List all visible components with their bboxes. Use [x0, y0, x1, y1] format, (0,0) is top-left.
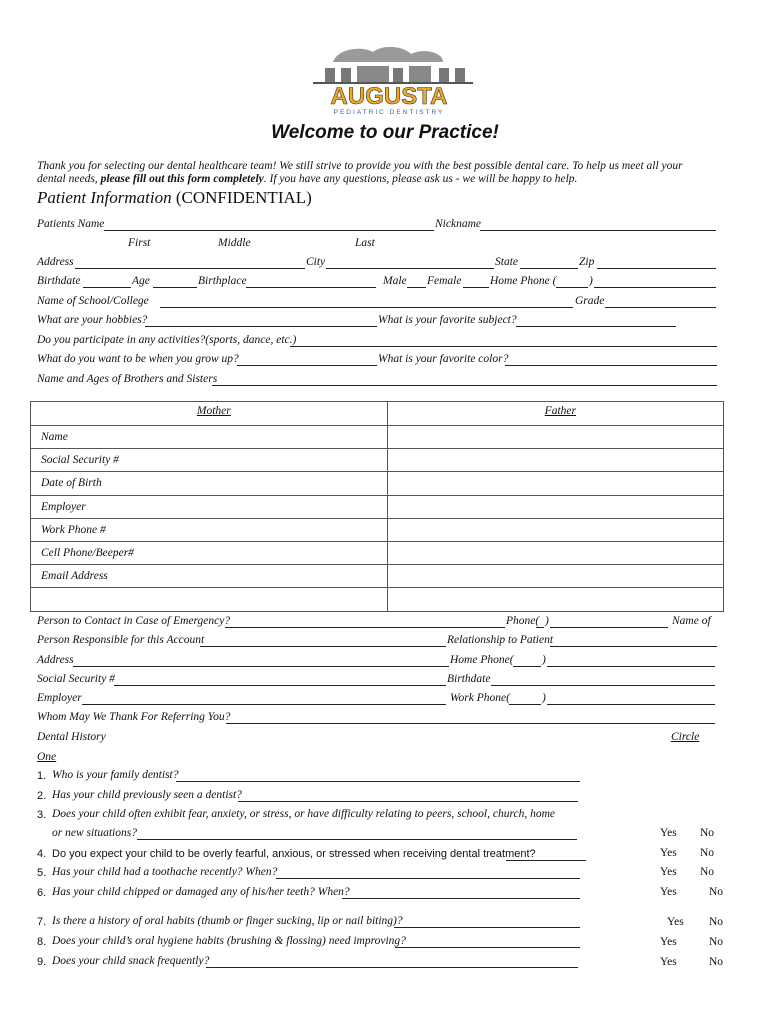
- contact-birthdate-field[interactable]: [491, 685, 715, 686]
- yes-option[interactable]: Yes: [660, 886, 677, 898]
- row-label-ssn[interactable]: Social Security #: [31, 449, 388, 472]
- grow-up-field[interactable]: [237, 365, 377, 366]
- father-cell[interactable]: [387, 495, 723, 518]
- parents-table: [30, 401, 724, 612]
- question-number: 7.: [37, 916, 47, 928]
- contact-address-label: Address: [37, 654, 74, 666]
- no-option[interactable]: No: [700, 866, 715, 878]
- emergency-field[interactable]: [225, 627, 505, 628]
- question-text: Do you expect your child to be overly fearful, anxious, or stressed when receiving dental treatment?: [52, 848, 536, 860]
- row-label-work-phone[interactable]: Work Phone #: [31, 518, 388, 541]
- contact-birthdate-label: Birthdate: [447, 673, 491, 685]
- no-option[interactable]: No: [709, 936, 724, 948]
- intro-line-2b: . If you have any questions, please ask us - we will be happy to help.: [263, 173, 578, 185]
- female-label: Female: [427, 275, 462, 287]
- grow-up-label: What do you want to be when you grow up?: [37, 353, 239, 365]
- intro-text: [37, 160, 737, 186]
- middle-name-hint: Middle: [218, 237, 251, 249]
- chipped-teeth-field[interactable]: [342, 898, 580, 899]
- address-label: Address: [37, 256, 74, 268]
- question-text: Has your child previously seen a dentist?: [52, 789, 242, 801]
- circle-label: Circle: [671, 731, 700, 743]
- hygiene-field[interactable]: [395, 947, 580, 948]
- question-number: 8.: [37, 936, 47, 948]
- mother-header: Mother: [31, 402, 388, 426]
- home-phone-area-field[interactable]: [556, 287, 588, 288]
- one-label: One: [37, 751, 57, 763]
- work-phone-area[interactable]: [509, 704, 541, 705]
- yes-option[interactable]: Yes: [667, 916, 684, 928]
- home-phone-label: Home Phone (: [490, 275, 557, 287]
- intro-line-2a: dental needs,: [37, 173, 101, 185]
- age-field[interactable]: [153, 287, 197, 288]
- emergency-phone-paren: ): [545, 615, 549, 627]
- hobbies-label: What are your hobbies?: [37, 314, 148, 326]
- section-subtitle: (CONFIDENTIAL): [175, 188, 312, 207]
- oral-habits-field[interactable]: [394, 927, 580, 928]
- father-cell[interactable]: [387, 426, 723, 449]
- last-name-hint: Last: [355, 237, 375, 249]
- birthdate-label: Birthdate: [37, 275, 81, 287]
- table-row: [31, 541, 724, 564]
- row-label-employer[interactable]: Employer: [31, 495, 388, 518]
- state-label: State: [495, 256, 518, 268]
- parents-table-header: [31, 402, 724, 426]
- siblings-field[interactable]: [212, 385, 717, 386]
- question-text: Has your child chipped or damaged any of his/her teeth? When?: [52, 886, 350, 898]
- table-row: [31, 472, 724, 495]
- fav-color-field[interactable]: [505, 365, 717, 366]
- nickname-field[interactable]: [480, 230, 716, 231]
- fear-anxiety-field[interactable]: [137, 839, 577, 840]
- father-cell[interactable]: [387, 565, 723, 588]
- birthdate-field[interactable]: [83, 287, 131, 288]
- yes-option[interactable]: Yes: [660, 936, 677, 948]
- referral-field[interactable]: [226, 723, 715, 724]
- question-text: Does your child’s oral hygiene habits (brushing & flossing) need improving?: [52, 935, 406, 947]
- row-label-email[interactable]: Email Address: [31, 565, 388, 588]
- no-option[interactable]: No: [709, 916, 724, 928]
- question-text-cont: or new situations?: [52, 827, 137, 839]
- logo-graphic: [293, 40, 485, 116]
- birthplace-label: Birthplace: [198, 275, 247, 287]
- snack-field[interactable]: [206, 967, 578, 968]
- grade-label: Grade: [575, 295, 605, 307]
- previous-dentist-field[interactable]: [238, 801, 578, 802]
- yes-option[interactable]: Yes: [660, 956, 677, 968]
- age-label: Age: [132, 275, 150, 287]
- fav-subject-label: What is your favorite subject?: [378, 314, 517, 326]
- blank-cell[interactable]: [31, 588, 388, 611]
- question-text: Has your child had a toothache recently? When?: [52, 866, 278, 878]
- relationship-field[interactable]: [550, 646, 717, 647]
- hobbies-field[interactable]: [145, 326, 377, 327]
- activities-field[interactable]: [290, 346, 717, 347]
- name-of-label: Name of: [672, 615, 711, 627]
- father-cell[interactable]: [387, 518, 723, 541]
- question-number: 9.: [37, 956, 47, 968]
- table-row: [31, 426, 724, 449]
- ssn-field[interactable]: [114, 685, 446, 686]
- contact-address-field[interactable]: [73, 666, 449, 667]
- logo-wordmark: AUGUSTA: [330, 83, 448, 110]
- responsible-label: Person Responsible for this Account: [37, 634, 205, 646]
- no-option[interactable]: No: [700, 847, 715, 859]
- responsible-field[interactable]: [200, 646, 446, 647]
- question-number: 4.: [37, 848, 47, 860]
- question-number: 6.: [37, 887, 47, 899]
- intro-line-1: Thank you for selecting our dental healthcare team! We still strive to provide you with the best possible dental care. To help us meet all your: [37, 160, 683, 172]
- zip-label: Zip: [579, 256, 595, 268]
- father-header: Father: [387, 402, 723, 426]
- yes-option[interactable]: Yes: [660, 827, 677, 839]
- female-checkbox[interactable]: [463, 287, 489, 288]
- question-number: 1.: [37, 770, 47, 782]
- dental-history-title: Dental History: [37, 731, 106, 743]
- work-phone-field[interactable]: [547, 704, 715, 705]
- section-heading: [37, 188, 312, 208]
- father-cell[interactable]: [387, 472, 723, 495]
- employer-field[interactable]: [82, 704, 446, 705]
- row-label-cell-phone[interactable]: Cell Phone/Beeper#: [31, 541, 388, 564]
- fav-subject-field[interactable]: [516, 326, 676, 327]
- row-label-dob[interactable]: Date of Birth: [31, 472, 388, 495]
- home-phone-field[interactable]: [594, 287, 716, 288]
- school-field[interactable]: [160, 307, 573, 308]
- activities-label: Do you participate in any activities?(sports, dance, etc.): [37, 334, 297, 346]
- contact-home-phone-label: Home Phone(: [450, 654, 514, 666]
- emergency-phone-label: Phone(: [506, 615, 540, 627]
- question-text: Is there a history of oral habits (thumb or finger sucking, lip or nail biting)?: [52, 915, 403, 927]
- relationship-label: Relationship to Patient: [447, 634, 554, 646]
- table-row: [31, 518, 724, 541]
- page-title: Welcome to our Practice!: [271, 122, 499, 143]
- city-label: City: [306, 256, 326, 268]
- father-cell[interactable]: [387, 541, 723, 564]
- yes-option[interactable]: Yes: [660, 866, 677, 878]
- home-phone-paren: ): [589, 275, 593, 287]
- question-text: Who is your family dentist?: [52, 769, 179, 781]
- section-title: Patient Information: [37, 188, 172, 207]
- toothache-field[interactable]: [276, 878, 580, 879]
- birthplace-field[interactable]: [246, 287, 376, 288]
- fearful-field[interactable]: [506, 860, 586, 861]
- patients-name-label: Patients Name: [37, 218, 105, 230]
- question-number: 3.: [37, 809, 47, 821]
- contact-home-phone-area[interactable]: [513, 666, 541, 667]
- fav-color-label: What is your favorite color?: [378, 353, 509, 365]
- male-label: Male: [383, 275, 407, 287]
- patients-name-field[interactable]: [104, 230, 434, 231]
- grade-field[interactable]: [605, 307, 716, 308]
- question-text: Does your child often exhibit fear, anxiety, or stress, or have difficulty relating to peers, school, church, home: [52, 808, 556, 820]
- father-cell[interactable]: [387, 588, 723, 611]
- emergency-label: Person to Contact in Case of Emergency?: [37, 615, 231, 627]
- table-row: [31, 495, 724, 518]
- first-name-hint: First: [128, 237, 151, 249]
- state-field[interactable]: [520, 268, 578, 269]
- nickname-label: Nickname: [435, 218, 481, 230]
- question-number: 5.: [37, 867, 47, 879]
- yes-option[interactable]: Yes: [660, 847, 677, 859]
- zip-field[interactable]: [597, 268, 716, 269]
- work-phone-label: Work Phone(: [450, 692, 510, 704]
- emergency-phone-field[interactable]: [550, 627, 668, 628]
- family-dentist-field[interactable]: [176, 781, 580, 782]
- table-row: [31, 565, 724, 588]
- no-option[interactable]: No: [709, 956, 724, 968]
- intro-line-2-bold: please fill out this form completely: [100, 173, 264, 185]
- siblings-label: Name and Ages of Brothers and Sisters: [37, 373, 218, 385]
- ssn-label: Social Security #: [37, 673, 115, 685]
- row-label-name[interactable]: Name: [31, 426, 388, 449]
- practice-logo: [293, 40, 485, 116]
- employer-label: Employer: [37, 692, 82, 704]
- no-option[interactable]: No: [700, 827, 715, 839]
- city-field[interactable]: [326, 268, 494, 269]
- question-text: Does your child snack frequently?: [52, 955, 210, 967]
- emergency-phone-area[interactable]: [536, 627, 544, 628]
- logo-tagline: PEDIATRIC DENTISTRY: [333, 109, 445, 116]
- no-option[interactable]: No: [709, 886, 724, 898]
- male-checkbox[interactable]: [407, 287, 426, 288]
- work-phone-paren: ): [542, 692, 546, 704]
- table-row: [31, 449, 724, 472]
- referral-label: Whom May We Thank For Referring You?: [37, 711, 231, 723]
- school-label: Name of School/College: [37, 295, 149, 307]
- question-number: 2.: [37, 790, 47, 802]
- contact-home-phone-paren: ): [542, 654, 546, 666]
- father-cell[interactable]: [387, 449, 723, 472]
- contact-home-phone-field[interactable]: [547, 666, 715, 667]
- address-field[interactable]: [75, 268, 305, 269]
- table-row: [31, 588, 724, 611]
